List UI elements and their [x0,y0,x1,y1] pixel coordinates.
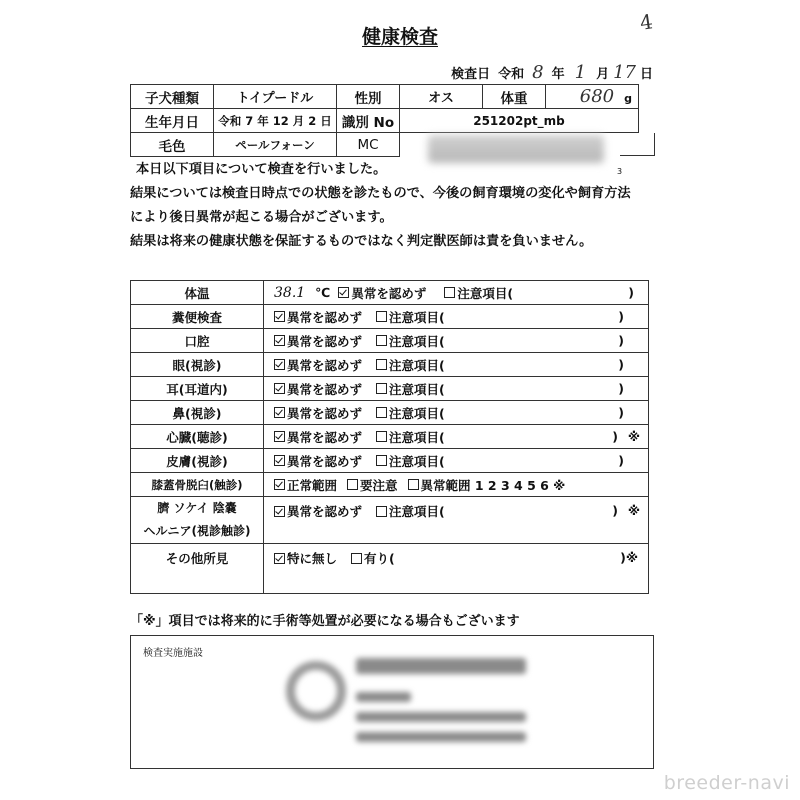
exam-result [264,401,649,425]
checkbox-icon[interactable] [347,479,358,490]
close-paren: ) [612,429,618,444]
option-caution[interactable] [376,428,445,446]
mc-label: MC [337,133,400,157]
option-label: 異常を認めず [287,405,363,421]
option-present[interactable] [351,549,395,567]
sex-value: オス [400,85,483,109]
page-number: 4 [638,9,655,35]
temperature-unit: ℃ [315,285,331,300]
facility-name-redacted [356,658,526,674]
option-label: 異常を認めず [287,429,363,445]
option-label: 注意項目( [389,309,445,325]
option-caution[interactable] [376,308,445,326]
option-label: 異常を認めず [287,357,363,373]
exam-date-year: 8 [532,62,544,83]
close-paren: ) [618,453,624,468]
checkbox-icon[interactable] [376,335,387,346]
option-caution[interactable] [376,356,445,374]
option-label: 異常を認めず [287,333,363,349]
option-label: 注意項目( [389,453,445,469]
option-normal[interactable] [274,380,362,398]
checkbox-checked-icon[interactable] [274,359,285,370]
weight-value: 680 [579,86,615,107]
facility-phone-redacted [356,732,526,742]
checkbox-icon[interactable] [408,479,419,490]
option-caution[interactable] [376,404,445,422]
intro-line-3: により後日異常が起こる場合がございます。 [130,210,393,225]
option-label: 異常を認めず [287,309,363,325]
option-label: 異常を認めず [287,453,363,469]
checkbox-icon[interactable] [376,407,387,418]
document-title: 健康検査 [361,26,438,48]
checkbox-checked-icon[interactable] [274,479,285,490]
facility-address-redacted [356,712,526,722]
sex-label: 性別 [337,85,400,109]
checkbox-icon[interactable] [444,287,455,298]
close-paren: ) [628,285,634,300]
option-label: 注意項目( [389,381,445,397]
facility-stamp-logo-icon [286,661,346,721]
exam-name-line-2: ヘルニア(視診触診) [143,524,251,538]
exam-name: 膝蓋骨脱臼(触診) [131,473,264,497]
option-normal[interactable] [274,308,362,326]
exam-name: 耳(耳道内) [131,377,264,401]
color-value: ペールフォーン [214,133,337,157]
close-paren: ) [612,503,618,518]
option-label: 異常を認めず [287,504,363,519]
exam-date-label: 検査日 [451,67,491,82]
exam-date-era: 令和 [498,67,525,82]
option-caution[interactable] [376,332,445,350]
option-label: 要注意 [360,477,398,493]
option-label: 注意項目( [389,504,445,519]
weight-unit: g [624,92,632,105]
checkbox-checked-icon[interactable] [274,506,285,517]
exam-name: その他所見 [131,544,264,594]
checkbox-checked-icon[interactable] [274,383,285,394]
exam-row-eye [131,353,649,377]
exam-row-skin [131,449,649,473]
exam-row-hernia [131,497,649,544]
exam-name [131,497,264,544]
option-label: 有り( [364,551,395,566]
checkbox-icon[interactable] [351,553,362,564]
option-caution[interactable] [444,284,513,302]
option-normal[interactable] [274,428,362,446]
breed-label: 子犬種類 [131,85,214,109]
checkbox-checked-icon[interactable] [274,311,285,322]
option-normal[interactable] [274,452,362,470]
exam-name-line-1: 臍 ソケイ 陰嚢 [157,501,237,515]
id-value: 251202pt_mb [400,109,639,133]
birthdate-value: 令和 7 年 12 月 2 日 [214,109,337,133]
option-label: 注意項目( [389,357,445,373]
info-row-birthdate [131,109,639,133]
option-label: 異常を認めず [287,381,363,397]
footnote-mark: 3 [617,167,623,176]
exam-row-oral [131,329,649,353]
option-label: 特に無し [287,551,338,566]
intro-line-2: 結果については検査日時点での状態を診たもので、今後の飼育環境の変化や飼育方法 [130,186,631,201]
close-paren: ) [618,333,624,348]
checkbox-icon[interactable] [376,455,387,466]
checkbox-icon[interactable] [376,383,387,394]
exam-result [264,377,649,401]
option-label: 注意項目( [389,429,445,445]
mc-cell-border [620,133,655,156]
exam-result [264,353,649,377]
exam-name: 口腔 [131,329,264,353]
option-abnormal-range[interactable] [408,476,566,494]
exam-result [264,544,649,594]
checkbox-checked-icon[interactable] [338,287,349,298]
option-label: 注意項目( [389,333,445,349]
exam-result [264,497,649,544]
checkbox-checked-icon[interactable] [274,553,285,564]
exam-name: 眼(視診) [131,353,264,377]
day-unit: 日 [639,67,653,82]
exam-date [451,62,653,83]
close-paren: )※ [620,550,638,565]
option-normal-range[interactable] [274,476,337,494]
exam-result [264,449,649,473]
close-paren: ) [618,309,624,324]
intro-line-4: 結果は将来の健康状態を保証するものではなく判定獣医師は責を負いません。 [130,234,593,249]
option-caution[interactable] [376,380,445,398]
exam-row-stool [131,305,649,329]
option-label: 注意項目( [457,285,514,301]
exam-result [264,281,649,305]
option-normal[interactable] [274,404,362,422]
exam-result [264,425,649,449]
checkbox-checked-icon[interactable] [274,407,285,418]
id-label: 識別 No [337,109,400,133]
surgery-footnote: 「※」項目では将来的に手術等処置が必要になる場合もございます [130,614,520,629]
checkbox-icon[interactable] [376,431,387,442]
exam-date-month: 1 [574,62,587,83]
close-paren: ) [618,381,624,396]
facility-box [130,635,654,769]
checkbox-checked-icon[interactable] [274,431,285,442]
info-row-breed [131,85,639,109]
exam-name: 鼻(視診) [131,401,264,425]
exam-row-patella [131,473,649,497]
temperature-value: 38.1 [274,284,306,301]
exam-result [264,473,649,497]
option-normal[interactable] [274,332,362,350]
month-unit: 月 [596,67,610,82]
option-label: 正常範囲 [287,477,338,493]
intro-line-1: 本日以下項目について検査を行いました。 [136,162,387,177]
option-needs-attention[interactable] [347,476,398,494]
option-none[interactable] [274,549,337,567]
birthdate-label: 生年月日 [131,109,214,133]
checkbox-checked-icon[interactable] [274,455,285,466]
mc-number-redacted [428,135,604,163]
color-label: 毛色 [131,133,214,157]
exam-result [264,329,649,353]
close-paren: ) [618,357,624,372]
option-label: 注意項目( [389,405,445,421]
exam-name: 心臓(聴診) [131,425,264,449]
option-caution[interactable] [376,502,445,520]
exam-result [264,305,649,329]
checkbox-icon[interactable] [376,359,387,370]
exam-row-nose [131,401,649,425]
exam-row-heart [131,425,649,449]
exam-row-ear [131,377,649,401]
option-label: 異常を認めず [351,285,427,301]
option-normal[interactable] [274,502,362,520]
checkbox-checked-icon[interactable] [274,335,285,346]
surgery-note-mark: ※ [627,429,640,444]
close-paren: ) [618,405,624,420]
exam-row-other [131,544,649,594]
facility-zip-redacted [356,692,411,702]
watermark: breeder-navi [663,772,790,794]
option-caution[interactable] [376,452,445,470]
facility-label: 検査実施施設 [143,648,203,659]
surgery-note-mark: ※ [627,503,640,518]
option-normal[interactable] [338,284,426,302]
exam-name: 皮膚(視診) [131,449,264,473]
exam-name: 糞便検査 [131,305,264,329]
breed-value: トイプードル [214,85,337,109]
exam-date-day: 17 [613,62,636,83]
exam-name: 体温 [131,281,264,305]
exam-table [130,280,649,594]
option-label: 異常範囲 1 2 3 4 5 6 ※ [420,477,566,493]
exam-row-temperature [131,281,649,305]
checkbox-icon[interactable] [376,311,387,322]
weight-cell [546,85,639,109]
year-unit: 年 [551,67,565,82]
option-normal[interactable] [274,356,362,374]
weight-label: 体重 [483,85,546,109]
checkbox-icon[interactable] [376,506,387,517]
